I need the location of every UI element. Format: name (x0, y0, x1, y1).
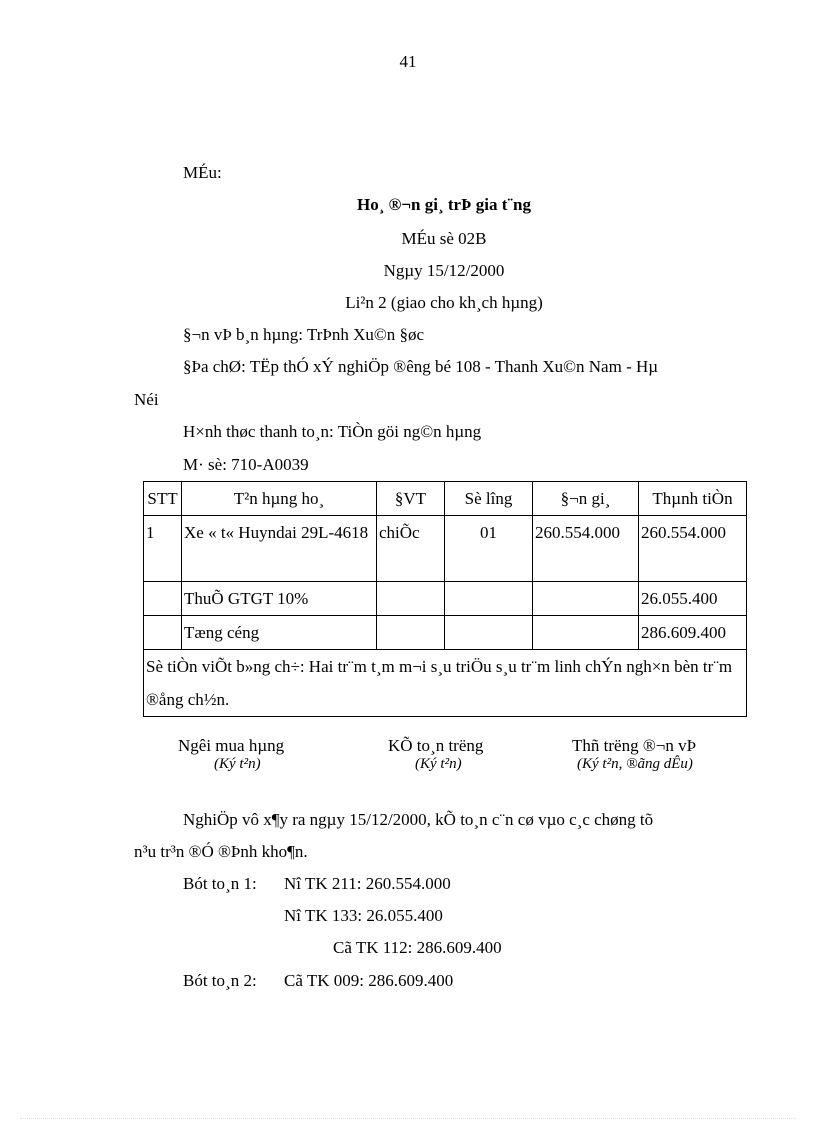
page-bottom-divider (20, 1118, 796, 1119)
cell-qty (445, 616, 533, 650)
buyer-signature-label: Ngêi mua hµng (178, 736, 285, 755)
entry2-label: Bót to¸n 2: (183, 971, 257, 990)
form-label: MÉu: (183, 163, 222, 182)
entry2-credit-009: Cã TK 009: 286.609.400 (284, 971, 454, 990)
cell-amount: 286.609.400 (639, 616, 747, 650)
table-row (144, 516, 747, 582)
seller-line: §¬n vÞ b¸n hµng: TrÞnh Xu©n §øc (183, 325, 425, 344)
address-line: §Þa chØ: TËp thÓ xÝ nghiÖp ®êng bé 108 - Thanh Xu©n Nam - Hµ (183, 357, 659, 376)
header-unit: §VT (377, 482, 445, 516)
accountant-signature-label: KÕ to¸n trëng (388, 736, 484, 755)
copy-note: Li²n 2 (giao cho kh¸ch hµng) (345, 293, 543, 312)
header-qty: Sè lîng (445, 482, 533, 516)
head-signature-label: Thñ trëng ®¬n vÞ (572, 736, 697, 755)
entry1-label: Bót to¸n 1: (183, 874, 257, 893)
form-number: MÉu sè 02B (401, 229, 487, 248)
cell-stt (144, 616, 182, 650)
invoice-table (143, 481, 747, 717)
table-row (144, 582, 747, 616)
cell-unit (377, 616, 445, 650)
cell-amount: 260.554.000 (639, 516, 747, 582)
address-line-cont: Néi (134, 390, 159, 409)
cell-stt (144, 582, 182, 616)
header-stt: STT (144, 482, 182, 516)
table-words-row (144, 650, 747, 717)
entry1-credit-112: Cã TK 112: 286.609.400 (333, 938, 502, 957)
cell-price (533, 616, 639, 650)
cell-name: ThuÕ GTGT 10% (182, 582, 377, 616)
code-line: M· sè: 710-A0039 (183, 455, 309, 474)
paragraph-line-cont: n³u tr³n ®Ó ®Þnh kho¶n. (134, 842, 308, 861)
head-signature-note: (Ký t²n, ®ãng dÊu) (577, 756, 693, 772)
header-amount: Thµnh tiÒn (639, 482, 747, 516)
table-row (144, 616, 747, 650)
cell-amount: 26.055.400 (639, 582, 747, 616)
payment-line: H×nh thøc thanh to¸n: TiÒn göi ng©n hµng (183, 422, 482, 441)
accountant-signature-note: (Ký t²n) (415, 756, 462, 772)
cell-unit (377, 582, 445, 616)
cell-name: Tæng céng (182, 616, 377, 650)
header-name: T²n hµng ho¸ (182, 482, 377, 516)
cell-name: Xe « t« Huyndai 29L-4618 (182, 516, 377, 582)
cell-qty: 01 (445, 516, 533, 582)
cell-price: 260.554.000 (533, 516, 639, 582)
amount-in-words: Sè tiÒn viÕt b»ng ch÷: Hai tr¨m t¸m m¬i s¸u triÖu s¸u tr¨m linh chÝn ngh×n bèn tr¨m ®ång ch½n. (144, 650, 747, 717)
header-price: §¬n gi¸ (533, 482, 639, 516)
invoice-date: Ngµy 15/12/2000 (383, 261, 505, 280)
cell-price (533, 582, 639, 616)
paragraph-line: NghiÖp vô x¶y ra ngµy 15/12/2000, kÕ to¸n c¨n cø vµo c¸c chøng tõ (183, 810, 654, 829)
cell-unit: chiÕc (377, 516, 445, 582)
entry1-debit-133: Nî TK 133: 26.055.400 (284, 906, 443, 925)
buyer-signature-note: (Ký t²n) (214, 756, 261, 772)
cell-qty (445, 582, 533, 616)
page-number: 41 (399, 52, 417, 71)
entry1-debit-211: Nî TK 211: 260.554.000 (284, 874, 451, 893)
invoice-title: Ho¸ ®¬n gi¸ trÞ gia t¨ng (357, 195, 531, 214)
cell-stt: 1 (144, 516, 182, 582)
table-header-row (144, 482, 747, 516)
